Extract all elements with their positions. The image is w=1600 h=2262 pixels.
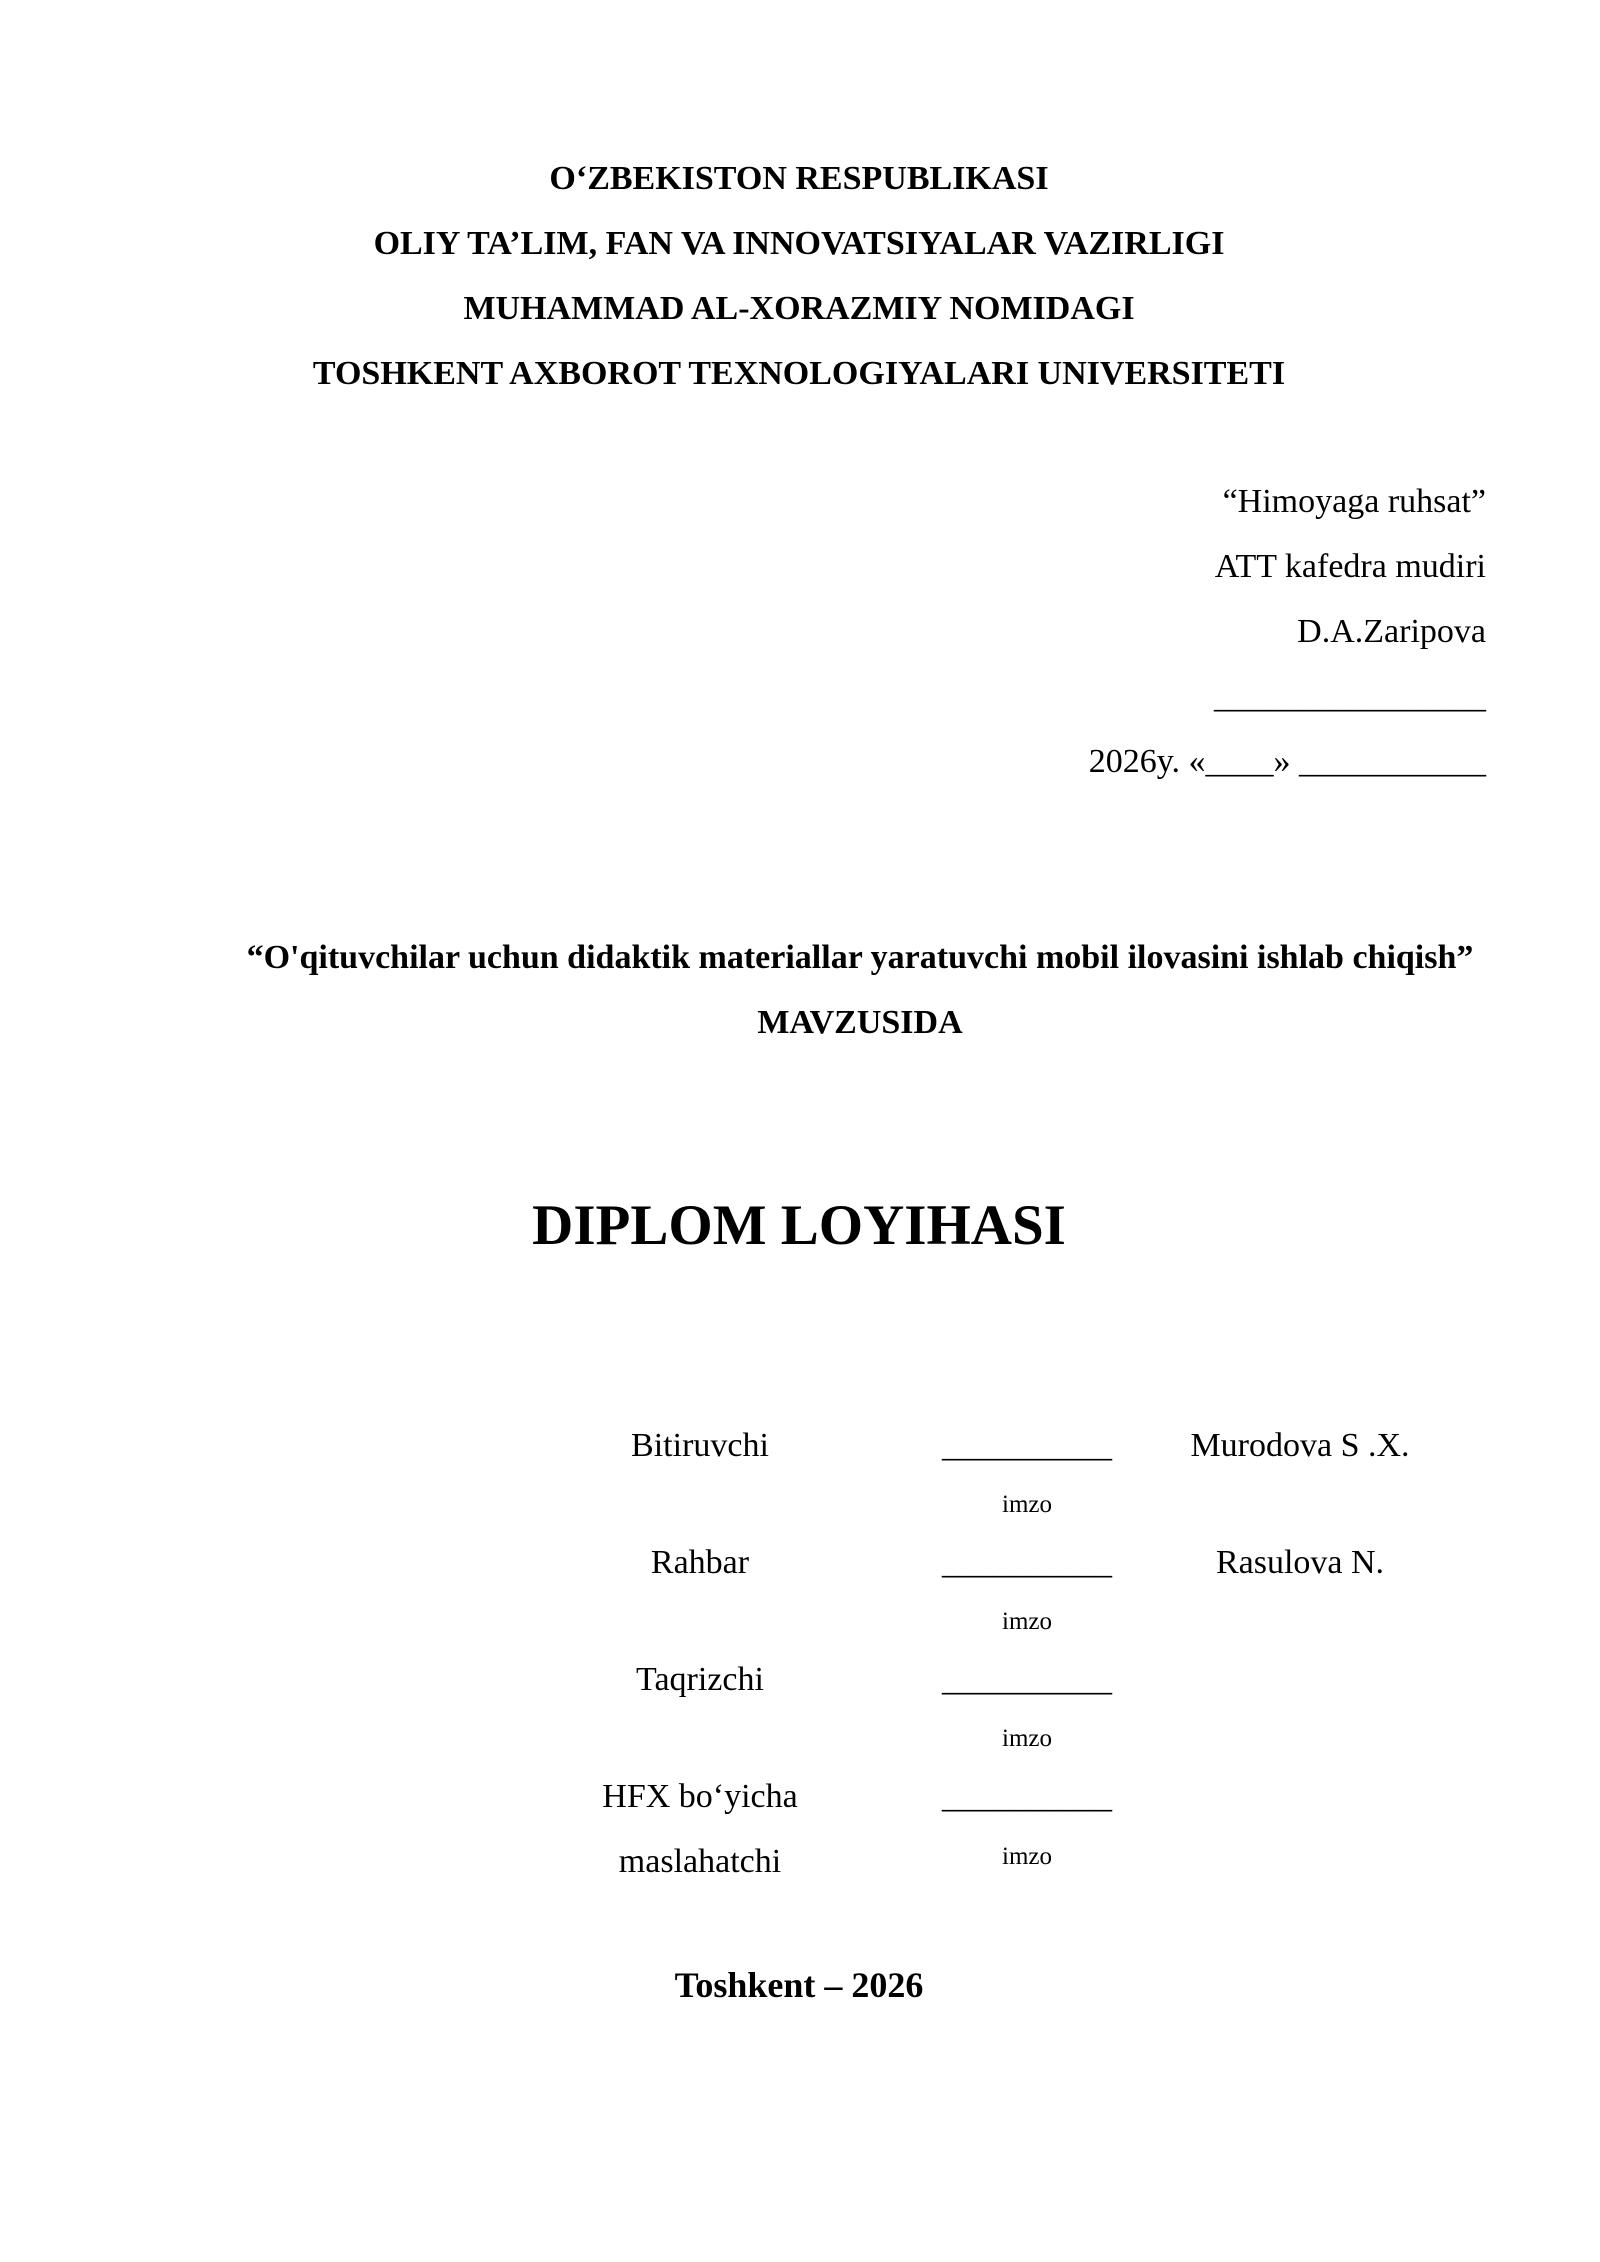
approval-position: ATT kafedra mudiri <box>1214 548 1486 585</box>
approval-title: “Himoyaga ruhsat” <box>1222 483 1486 520</box>
document-title: DIPLOM LOYIHASI <box>532 1194 1066 1257</box>
signature-line-graduate: __________ <box>942 1427 1112 1464</box>
signature-line-consultant: __________ <box>942 1778 1112 1815</box>
approval-date-line: 2026y. «____» ___________ <box>1088 743 1486 780</box>
signature-role-graduate: Bitiruvchi <box>631 1427 769 1464</box>
approval-name: D.A.Zaripova <box>1297 613 1486 650</box>
signature-imzo-graduate: imzo <box>1002 1491 1052 1518</box>
signature-imzo-reviewer: imzo <box>1002 1725 1052 1752</box>
signature-role-supervisor: Rahbar <box>650 1544 750 1581</box>
header-line-named-after: MUHAMMAD AL-XORAZMIY NOMIDAGI <box>463 290 1135 327</box>
signature-imzo-consultant: imzo <box>1002 1843 1052 1870</box>
header-line-ministry: OLIY TA’LIM, FAN VA INNOVATSIYALAR VAZIRLIGI <box>373 225 1225 262</box>
topic-suffix: MAVZUSIDA <box>757 1004 963 1041</box>
signature-name-supervisor: Rasulova N. <box>1215 1544 1385 1581</box>
header-line-country: O‘ZBEKISTON RESPUBLIKASI <box>549 160 1049 197</box>
signature-role-consultant-line1: HFX bo‘yicha <box>602 1778 798 1815</box>
signature-name-graduate: Murodova S .X. <box>1190 1427 1410 1464</box>
approval-block <box>786 469 1486 794</box>
topic-block <box>240 925 1480 1055</box>
approval-signature-line: ________________ <box>1214 678 1486 715</box>
signature-role-reviewer: Taqrizchi <box>636 1661 764 1698</box>
signature-line-reviewer: __________ <box>942 1661 1112 1698</box>
footer-city-year: Toshkent – 2026 <box>674 1965 924 2005</box>
signature-line-supervisor: __________ <box>942 1544 1112 1581</box>
signature-role-consultant-line2: maslahatchi <box>618 1843 782 1880</box>
header-line-university: TOSHKENT AXBOROT TEXNOLOGIYALARI UNIVERSITETI <box>312 355 1286 392</box>
institution-header <box>0 146 1599 406</box>
signature-imzo-supervisor: imzo <box>1002 1608 1052 1635</box>
topic-title: “O'qituvchilar uchun didaktik materiallar yaratuvchi mobil ilovasini ishlab chiqish” <box>246 939 1474 976</box>
